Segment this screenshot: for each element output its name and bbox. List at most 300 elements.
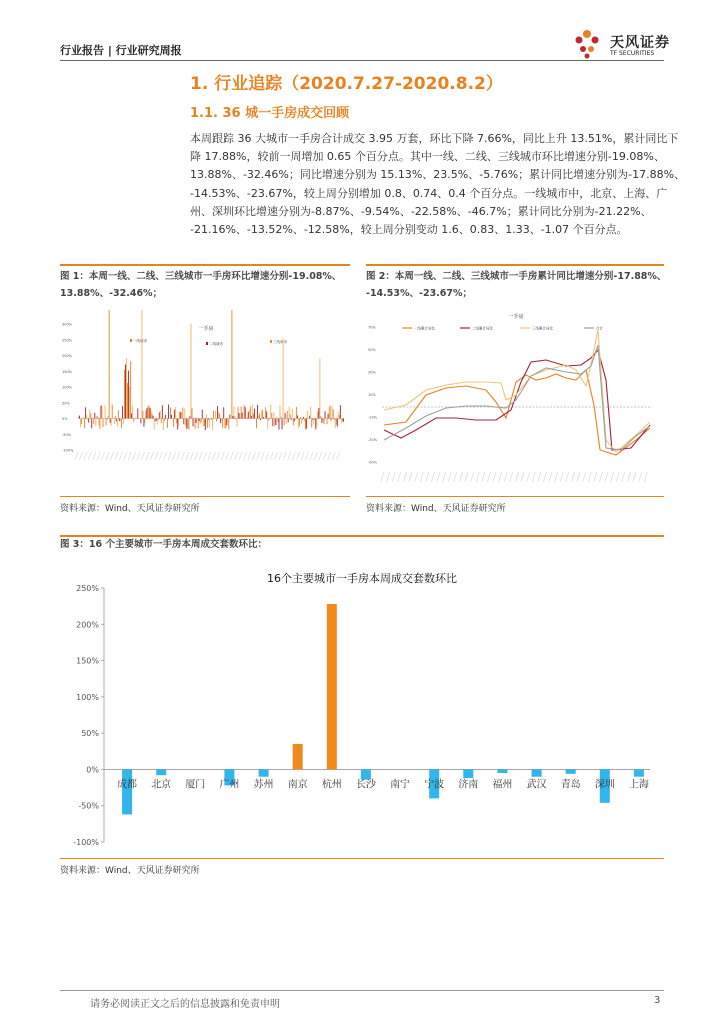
y-tick-label: 30% bbox=[368, 370, 376, 375]
bar bbox=[101, 406, 102, 419]
bar bbox=[225, 419, 226, 429]
figure-3-source: 资料来源：Wind、天风证券研究所 bbox=[60, 866, 200, 876]
bar bbox=[212, 419, 213, 430]
bar bbox=[303, 417, 304, 419]
bar bbox=[317, 411, 318, 418]
x-tick-label bbox=[605, 472, 608, 482]
bar bbox=[321, 419, 322, 423]
bar bbox=[306, 419, 307, 429]
x-tick-label bbox=[292, 452, 295, 460]
bar bbox=[79, 416, 80, 419]
bar bbox=[78, 417, 79, 418]
x-tick-label bbox=[168, 452, 171, 460]
bar bbox=[342, 419, 343, 422]
bar bbox=[115, 416, 116, 419]
x-tick-label bbox=[257, 452, 260, 460]
y-tick-label: -50% bbox=[78, 801, 99, 811]
category-label: 南京 bbox=[287, 779, 308, 791]
x-tick-label bbox=[270, 452, 273, 460]
x-tick-label bbox=[102, 452, 105, 460]
bar bbox=[254, 409, 255, 419]
x-tick-label bbox=[306, 452, 309, 460]
x-tick-label bbox=[212, 452, 215, 460]
x-tick-label bbox=[459, 472, 462, 482]
caption-line: 图 2：本周一线、二线、三线城市一手房累计同比增速分别-17.88%、 bbox=[366, 271, 667, 282]
bar bbox=[206, 414, 207, 419]
bar bbox=[260, 419, 261, 421]
bar bbox=[150, 408, 151, 419]
x-tick-label bbox=[521, 472, 524, 482]
bar bbox=[109, 310, 110, 419]
y-tick-label: 250% bbox=[62, 338, 73, 343]
x-tick-label bbox=[79, 452, 82, 460]
bar bbox=[105, 405, 106, 418]
body-paragraph bbox=[190, 130, 686, 239]
bar bbox=[147, 408, 148, 419]
bar bbox=[200, 419, 201, 425]
figure-2-caption bbox=[366, 268, 666, 302]
bar bbox=[146, 410, 147, 418]
bar bbox=[245, 407, 246, 418]
bar bbox=[247, 417, 248, 418]
figure-rule bbox=[60, 264, 350, 266]
bar bbox=[279, 419, 280, 430]
x-tick-label bbox=[275, 452, 278, 460]
category-label: 长沙 bbox=[355, 779, 376, 791]
x-tick-label bbox=[510, 472, 513, 482]
x-tick-label bbox=[217, 452, 220, 460]
bar bbox=[244, 405, 245, 418]
x-tick-label bbox=[426, 472, 429, 482]
bar-6 bbox=[327, 604, 337, 770]
bar bbox=[276, 416, 277, 418]
bar bbox=[211, 419, 212, 420]
bar bbox=[323, 419, 324, 422]
x-tick-label bbox=[301, 452, 304, 460]
x-tick-label bbox=[204, 452, 207, 460]
x-tick-label bbox=[142, 452, 145, 460]
x-tick-label bbox=[622, 472, 625, 482]
bar bbox=[161, 419, 162, 424]
figure-2-source: 资料来源：Wind、天风证券研究所 bbox=[366, 504, 506, 514]
x-tick-label bbox=[239, 452, 242, 460]
bar bbox=[304, 419, 305, 422]
bar bbox=[122, 406, 123, 418]
category-label: 广州 bbox=[219, 779, 240, 791]
bar bbox=[290, 415, 291, 419]
x-tick-label bbox=[110, 452, 113, 460]
bar bbox=[188, 419, 189, 430]
bar bbox=[285, 413, 286, 418]
x-tick-label bbox=[266, 452, 269, 460]
bar bbox=[332, 406, 333, 419]
chart-legend bbox=[402, 326, 604, 331]
x-tick-label bbox=[226, 452, 229, 460]
x-tick-label bbox=[381, 472, 384, 482]
bar bbox=[110, 419, 111, 423]
bar bbox=[222, 419, 223, 429]
category-label: 苏州 bbox=[253, 779, 274, 791]
x-tick-label bbox=[527, 472, 530, 482]
bar bbox=[236, 419, 237, 420]
bar bbox=[327, 419, 328, 425]
x-tick-label bbox=[319, 452, 322, 460]
bar bbox=[271, 413, 272, 418]
bar bbox=[185, 419, 186, 426]
legend-label: 三线城市 bbox=[273, 340, 287, 344]
legend-swatch bbox=[206, 342, 208, 345]
bar bbox=[97, 418, 98, 419]
chart-title: 一手房 bbox=[508, 314, 524, 320]
x-tick-label bbox=[119, 452, 122, 460]
x-tick-label bbox=[279, 452, 282, 460]
bar bbox=[108, 416, 109, 419]
bar bbox=[284, 419, 285, 426]
bar bbox=[137, 408, 138, 418]
bar bbox=[127, 383, 128, 418]
bar bbox=[316, 419, 317, 427]
report-header: 行业报告 | 行业研究周报 bbox=[60, 44, 182, 57]
x-tick-label bbox=[487, 472, 490, 482]
bar bbox=[86, 415, 87, 419]
bar bbox=[129, 387, 130, 419]
bar bbox=[286, 419, 287, 425]
bar-11 bbox=[497, 769, 507, 773]
bar bbox=[262, 410, 263, 419]
bar bbox=[171, 415, 172, 419]
x-tick-label bbox=[84, 452, 87, 460]
bar bbox=[198, 419, 199, 429]
category-label: 上海 bbox=[628, 779, 649, 791]
y-axis bbox=[368, 326, 378, 465]
bar bbox=[193, 419, 194, 427]
y-tick-label: -100% bbox=[73, 838, 99, 847]
x-tick-label bbox=[337, 452, 340, 460]
bar bbox=[282, 419, 283, 430]
x-tick-label bbox=[133, 452, 136, 460]
x-tick-label bbox=[454, 472, 457, 482]
bar-10 bbox=[463, 769, 473, 778]
bar bbox=[250, 406, 251, 418]
bar bbox=[213, 411, 214, 419]
bar bbox=[80, 419, 81, 428]
legend-label: 二线累计同比 bbox=[472, 326, 493, 331]
y-tick-label: 100% bbox=[62, 385, 73, 390]
bar bbox=[91, 419, 92, 429]
bar bbox=[295, 419, 296, 420]
bar bbox=[180, 412, 181, 418]
bar bbox=[160, 411, 161, 418]
x-tick-label bbox=[532, 472, 535, 482]
bar bbox=[133, 419, 134, 422]
bar bbox=[216, 419, 217, 422]
category-label: 青岛 bbox=[560, 779, 581, 791]
x-tick-label bbox=[448, 472, 451, 482]
y-tick-label: 70% bbox=[368, 325, 376, 330]
bar bbox=[177, 419, 178, 430]
caption-line: 13.88%、-32.46%； bbox=[60, 288, 163, 299]
bar bbox=[128, 370, 129, 418]
figure-rule bbox=[366, 264, 664, 266]
bar bbox=[259, 413, 260, 418]
bar bbox=[270, 404, 271, 418]
x-tick-label bbox=[261, 452, 264, 460]
bar bbox=[215, 411, 216, 419]
x-tick-label bbox=[283, 452, 286, 460]
bar bbox=[125, 364, 126, 418]
bar bbox=[336, 419, 337, 425]
x-tick-label bbox=[493, 472, 496, 482]
category-label: 深圳 bbox=[594, 779, 615, 791]
x-tick-label bbox=[639, 472, 642, 482]
figure-1-caption bbox=[60, 268, 341, 302]
legend-label: 三线累计同比 bbox=[532, 326, 553, 331]
bar bbox=[329, 407, 330, 418]
bar bbox=[119, 419, 120, 422]
y-tick-label: 50% bbox=[81, 729, 99, 739]
bar bbox=[163, 419, 164, 431]
bar bbox=[298, 419, 299, 428]
bar bbox=[95, 419, 96, 427]
x-tick-label bbox=[186, 452, 189, 460]
bar bbox=[178, 419, 179, 427]
x-tick-label bbox=[387, 472, 390, 482]
bar bbox=[175, 407, 176, 419]
bar bbox=[231, 310, 232, 419]
legend-swatch bbox=[270, 340, 272, 343]
line-series bbox=[381, 330, 650, 482]
category-label: 杭州 bbox=[321, 779, 342, 791]
bar bbox=[297, 415, 298, 418]
bar bbox=[343, 419, 344, 422]
x-tick-label bbox=[173, 452, 176, 460]
bar bbox=[130, 361, 131, 418]
x-tick-label bbox=[566, 472, 569, 482]
x-tick-label bbox=[499, 472, 502, 482]
bar bbox=[181, 413, 182, 418]
section-title: 1. 行业追踪（2020.7.27-2020.8.2） bbox=[190, 74, 503, 94]
x-tick-label bbox=[124, 452, 127, 460]
bar bbox=[324, 419, 325, 425]
x-tick-label bbox=[437, 472, 440, 482]
y-tick-label: 150% bbox=[62, 369, 73, 374]
bar bbox=[314, 419, 315, 421]
bar bbox=[207, 419, 208, 428]
bar bbox=[237, 419, 238, 428]
y-tick-label: 150% bbox=[76, 656, 99, 666]
bar bbox=[107, 419, 108, 420]
bar bbox=[205, 419, 206, 431]
bar bbox=[328, 414, 329, 419]
y-tick-label: 0% bbox=[86, 765, 99, 775]
bar bbox=[296, 407, 297, 419]
y-tick-label: 250% bbox=[76, 584, 99, 593]
x-tick-label bbox=[571, 472, 574, 482]
y-tick-label: 100% bbox=[76, 692, 99, 702]
category-label: 宁波 bbox=[424, 779, 445, 791]
x-tick-label bbox=[431, 472, 434, 482]
x-tick-label bbox=[115, 452, 118, 460]
bar bbox=[98, 419, 99, 426]
page-number: 3 bbox=[654, 995, 661, 1006]
bar bbox=[195, 419, 196, 429]
bar bbox=[173, 419, 174, 427]
bar bbox=[151, 411, 152, 419]
x-tick-label bbox=[443, 472, 446, 482]
bar bbox=[118, 410, 119, 418]
bar bbox=[142, 411, 143, 419]
x-tick-label bbox=[155, 452, 158, 460]
bar bbox=[149, 406, 150, 418]
bar bbox=[238, 407, 239, 419]
bar bbox=[117, 419, 118, 427]
x-tick-label bbox=[392, 472, 395, 482]
bar bbox=[278, 419, 279, 423]
bar bbox=[176, 419, 177, 424]
bar-4 bbox=[259, 769, 269, 776]
bar bbox=[217, 406, 218, 418]
x-tick-label bbox=[538, 472, 541, 482]
bar bbox=[311, 419, 312, 428]
bar bbox=[242, 413, 243, 419]
bar bbox=[135, 417, 136, 418]
bar bbox=[131, 413, 132, 418]
bar bbox=[165, 415, 166, 419]
bar bbox=[96, 416, 97, 419]
y-axis bbox=[62, 323, 344, 453]
bar bbox=[191, 324, 192, 419]
x-tick-label bbox=[415, 472, 418, 482]
bar bbox=[293, 419, 294, 426]
x-tick-label bbox=[88, 452, 91, 460]
bar bbox=[305, 419, 306, 430]
bar bbox=[162, 405, 163, 418]
bar bbox=[275, 419, 276, 426]
figure-2-chart bbox=[366, 310, 664, 495]
y-tick-label: 300% bbox=[62, 322, 73, 327]
x-tick-label bbox=[137, 452, 140, 460]
bar bbox=[153, 416, 154, 419]
bar bbox=[89, 410, 90, 419]
bar bbox=[334, 419, 335, 420]
bar bbox=[145, 419, 146, 424]
x-tick-label bbox=[106, 452, 109, 460]
bar bbox=[167, 419, 168, 428]
paragraph-line: 13.88%、-32.46%；同比增速分别为 15.13%、23.5%、-5.76%；累计同比增速分别为-17.88%、 bbox=[190, 168, 686, 182]
y-tick-label: -50% bbox=[62, 432, 72, 437]
x-tick-label bbox=[150, 452, 153, 460]
y-tick-label: 0% bbox=[62, 417, 68, 421]
figure-3-caption: 图 3：16 个主要城市一手房本周成交套数环比： bbox=[60, 539, 267, 550]
bar bbox=[154, 419, 155, 430]
bar bbox=[257, 405, 258, 419]
x-tick-label bbox=[476, 472, 479, 482]
y-tick-label: 200% bbox=[76, 620, 99, 630]
bar bbox=[288, 419, 289, 423]
bar bbox=[337, 419, 338, 427]
bar bbox=[114, 419, 115, 425]
bar bbox=[141, 310, 142, 419]
category-label: 福州 bbox=[492, 779, 513, 791]
bar bbox=[274, 419, 275, 426]
bar bbox=[248, 412, 249, 419]
x-tick-label bbox=[248, 452, 251, 460]
bar bbox=[335, 419, 336, 428]
bar bbox=[196, 419, 197, 423]
x-tick-label bbox=[75, 452, 78, 460]
bar bbox=[182, 408, 183, 419]
bar bbox=[164, 419, 165, 421]
bar bbox=[210, 418, 211, 419]
bar bbox=[204, 419, 205, 426]
bar bbox=[132, 405, 133, 418]
bar bbox=[307, 411, 308, 419]
x-tick-label bbox=[97, 452, 100, 460]
footer-divider bbox=[60, 990, 664, 991]
bar bbox=[249, 410, 250, 419]
bar bbox=[168, 404, 169, 418]
bar bbox=[197, 418, 198, 419]
bar bbox=[340, 405, 341, 418]
bar bbox=[226, 419, 227, 426]
bar bbox=[103, 419, 104, 428]
bar bbox=[312, 419, 313, 420]
x-tick-label bbox=[332, 452, 335, 460]
x-tick-label bbox=[482, 472, 485, 482]
x-tick-label bbox=[297, 452, 300, 460]
x-tick-label bbox=[409, 472, 412, 482]
bar bbox=[263, 417, 264, 418]
bar-15 bbox=[634, 769, 644, 776]
bar bbox=[174, 410, 175, 419]
bar bbox=[121, 419, 122, 429]
x-tick-label bbox=[128, 452, 131, 460]
bar bbox=[83, 417, 84, 418]
series-line bbox=[384, 370, 650, 455]
bar bbox=[234, 407, 235, 419]
bar bbox=[224, 419, 225, 429]
x-tick-label bbox=[594, 472, 597, 482]
x-tick-label bbox=[195, 452, 198, 460]
chart-title: 一手房 bbox=[198, 326, 214, 332]
x-tick-label bbox=[465, 472, 468, 482]
y-tick-label: -10% bbox=[368, 415, 378, 420]
figure-rule bbox=[60, 858, 664, 859]
x-tick-label bbox=[310, 452, 313, 460]
caption-line: -14.53%、-23.67%； bbox=[366, 288, 473, 299]
bar bbox=[280, 405, 281, 418]
x-tick-label bbox=[243, 452, 246, 460]
paragraph-line: 本周跟踪 36 大城市一手房合计成交 3.95 万套，环比下降 7.66%，同比上升 13.51%，累计同比下 bbox=[190, 132, 679, 145]
bar bbox=[126, 358, 127, 418]
bar bbox=[246, 419, 247, 420]
bar bbox=[84, 419, 85, 429]
bar bbox=[220, 419, 221, 424]
bar bbox=[170, 408, 171, 419]
bar bbox=[148, 405, 149, 418]
bar bbox=[228, 419, 229, 430]
bar bbox=[281, 417, 282, 419]
bar bbox=[218, 412, 219, 419]
bar bbox=[320, 416, 321, 418]
x-tick-label bbox=[555, 472, 558, 482]
x-tick-label bbox=[588, 472, 591, 482]
bar bbox=[265, 407, 266, 418]
y-tick-label: 10% bbox=[368, 393, 376, 397]
bar bbox=[99, 419, 100, 429]
bar bbox=[253, 414, 254, 419]
bar bbox=[319, 359, 320, 419]
